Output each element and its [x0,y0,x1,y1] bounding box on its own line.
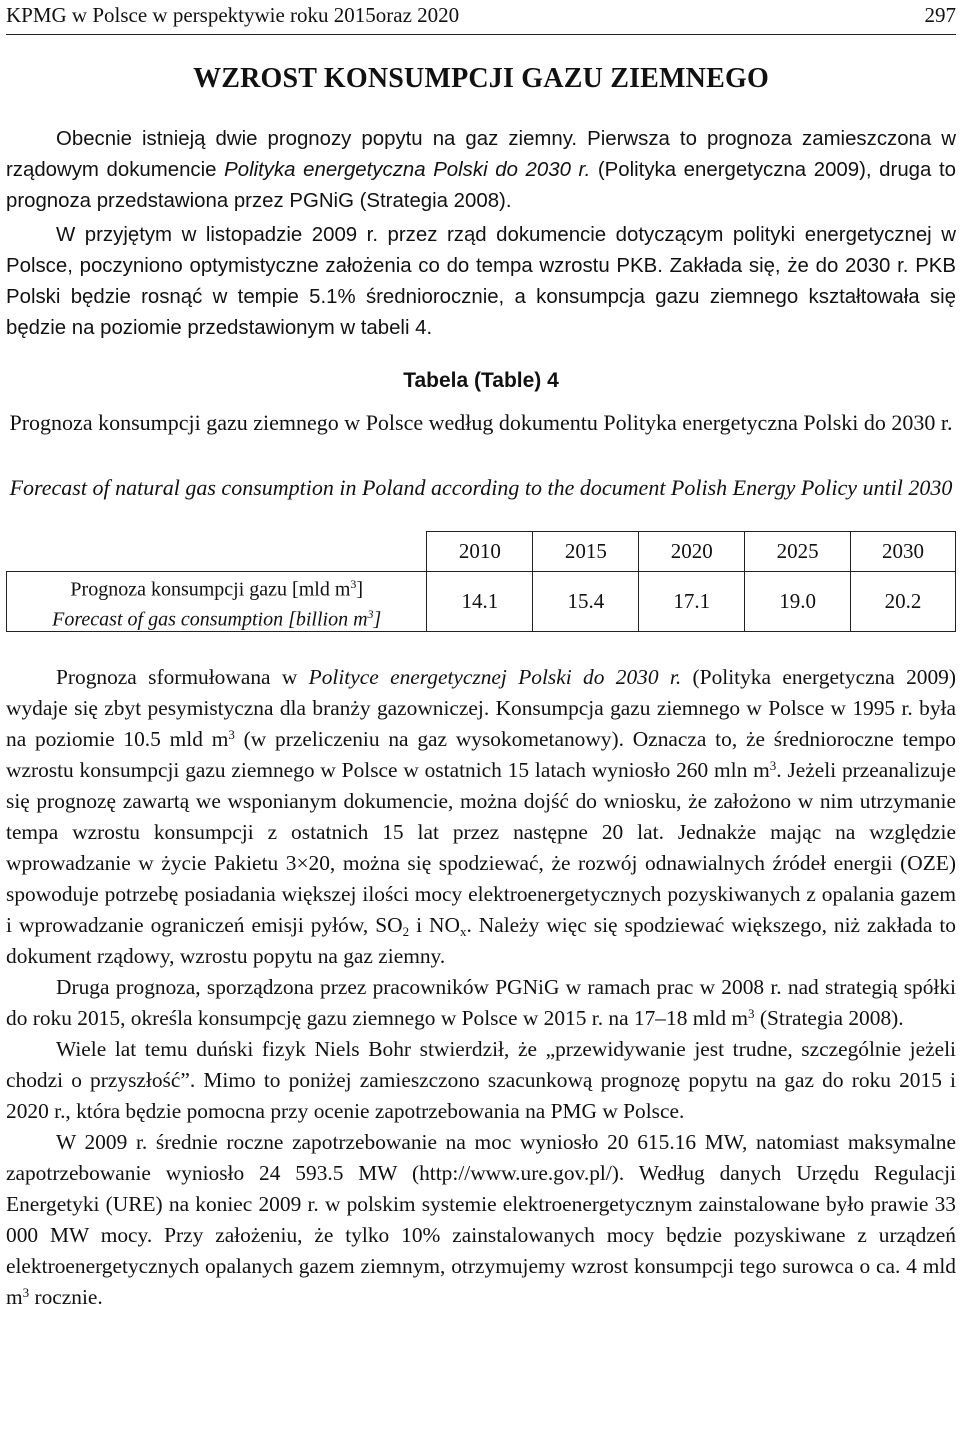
value-cell: 15.4 [533,572,639,632]
year-cell: 2030 [851,532,956,572]
subscript: x [459,924,467,939]
table-corner [7,532,427,572]
superscript: 3 [769,758,777,773]
table-header-row [7,532,956,572]
intro-paragraph-block [6,124,956,217]
text-run: . Należy więc się spodziewać większego, niż zakłada to dokument rządowy, wzrostu popytu na gaz ziemny. [6,913,957,968]
subscript: 2 [402,924,410,939]
running-title: KPMG w Polsce w perspektywie roku 2015oraz 2020 [6,3,460,27]
text-run: Obecnie istnieją dwie prognozy popytu na gaz ziemny. Pierwsza to prognoza zamieszczona w rządowym dokumencie [6,128,956,181]
text-run: rocznie. [29,1285,103,1309]
row-label-text: Prognoza konsumpcji gazu [mld m [70,578,351,601]
paragraph-1 [6,124,956,217]
value-cell: 20.2 [851,572,956,632]
row-label-close: ] [356,578,364,601]
text-run: (Strategia 2008). [754,1006,904,1030]
main-text-block [6,662,956,1313]
text-run: Druga prognoza, sporządzona przez pracowników PGNiG w ramach prac w 2008 r. nad strategią spółki do roku 2015, określa konsumpcję gazu ziemnego w Polsce w 2015 r. na 17–18 mld m [6,975,956,1030]
text-run: i NO [409,913,460,937]
superscript: 3 [22,1285,30,1300]
superscript: 3 [228,727,235,742]
year-cell: 2015 [533,532,639,572]
row-label-cell [7,572,427,632]
row-label-en [7,602,426,632]
paragraph-5: Wiele lat temu duński fizyk Niels Bohr stwierdził, że „przewidywanie jest trudne, szczególnie jeżeli chodzi o przyszłość”. Mimo to poniżej zamieszczono szacunkową prognozę popytu na gaz do roku 2015 i 2020 r., która będzie pomocna przy ocenie zapotrzebowania na PMG w Polsce. [6,1037,956,1123]
paragraph-2: W przyjętym w listopadzie 2009 r. przez rząd dokumencie dotyczącym polityki energetycznej w Polsce, poczyniono optymistyczne założenia co do tempa wzrostu PKB. Zakłada się, że do 2030 r. PKB Polski będzie rosnąć w tempie 5.1% średniorocznie, a konsumpcja gazu ziemnego kształtowała się będzie na poziomie przedstawionym w tabeli 4. [6,224,956,339]
table-label: Tabela (Table) 4 [403,369,559,392]
paragraph-4 [6,972,956,1034]
unit-exponent: 3 [350,577,357,591]
table-caption-en: Forecast of natural gas consumption in Poland according to the document Polish Energy Policy until 2030 [9,475,953,500]
year-cell: 2010 [427,532,533,572]
value-cell: 14.1 [427,572,533,632]
forecast-table [6,531,956,632]
value-cell: 17.1 [639,572,745,632]
row-label-pl [7,572,426,602]
page-number: 297 [924,3,956,27]
text-run: (Polityka energetyczna 2009), druga to prognoza przedstawiona przez PGNiG (Strategia 2008). [6,159,956,212]
text-run: . Jeżeli przeanalizuje się prognozę zawartą we wsponianym dokumencie, można dojść do wniosku, że założono w nim utrzymanie tempa wzrostu konsumpcji z ostatnich 15 lat przez następne 20 lat. Jednakże mając na względzie wprowadzanie w życie Pakietu 3×20, można się spodziewać, że rozwój odnawialnych źródeł energii (OZE) spowoduje potrzebę posiadania większej ilości mocy elektroenergetycznych pozyskiwanych z opalania gazem i wprowadzanie ograniczeń emisji pyłów, SO [6,758,956,937]
superscript: 3 [748,1006,755,1021]
table-caption-pl: Prognoza konsumpcji gazu ziemnego w Polsce według dokumentu Polityka energetyczna Polski do 2030 r. [9,410,953,435]
text-run: (w przeliczeniu na gaz wysokometanowy). Oznacza to, że średnioroczne tempo wzrostu konsumpcji gazu ziemnego w Polsce w ostatnich 15 latach wyniosło 260 mln m [6,727,956,782]
document-title-italic: Polityce energetycznej Polski do 2030 r. [308,665,682,689]
value-cell: 19.0 [745,572,851,632]
paragraph-6 [6,1127,956,1313]
text-run: W 2009 r. średnie roczne zapotrzebowanie na moc wyniosło 20 615.16 MW, natomiast maksymalne zapotrzebowanie wyniosło 24 593.5 MW (http://www.ure.gov.pl/). Według danych Urzędu Regulacji Energetyki (URE) na koniec 2009 r. w polskim systemie elektroenergetycznym zainstalowane było prawie 33 000 MW mocy. Przy założeniu, że tylko 10% zainstalowanych mocy będzie pozyskiwane z urządzeń elektroenergetycznych opalanych gazem ziemnym, otrzymujemy wzrost konsumpcji tego surowca o ca. 4 mld m [6,1130,956,1309]
section-title: WZROST KONSUMPCJI GAZU ZIEMNEGO [193,63,769,94]
year-cell: 2025 [745,532,851,572]
unit-exponent: 3 [367,606,374,621]
document-title-italic: Polityka energetyczna Polski do 2030 r. [224,159,591,181]
table-row [7,572,956,632]
row-label-text: Forecast of gas consumption [billion m [52,608,368,631]
year-cell: 2020 [639,532,745,572]
paragraph-3 [6,662,956,972]
text-run: (Polityka energetyczna 2009) wydaje się zbyt pesymistyczna dla branży gazowniczej. Konsumpcja gazu ziemnego w Polsce w 1995 r. była na poziomie 10.5 mld m [6,665,957,751]
text-run: Prognoza sformułowana w [56,665,309,689]
gdp-paragraph-block [6,220,956,344]
row-label-close: ] [373,608,382,631]
header-rule [6,34,956,35]
